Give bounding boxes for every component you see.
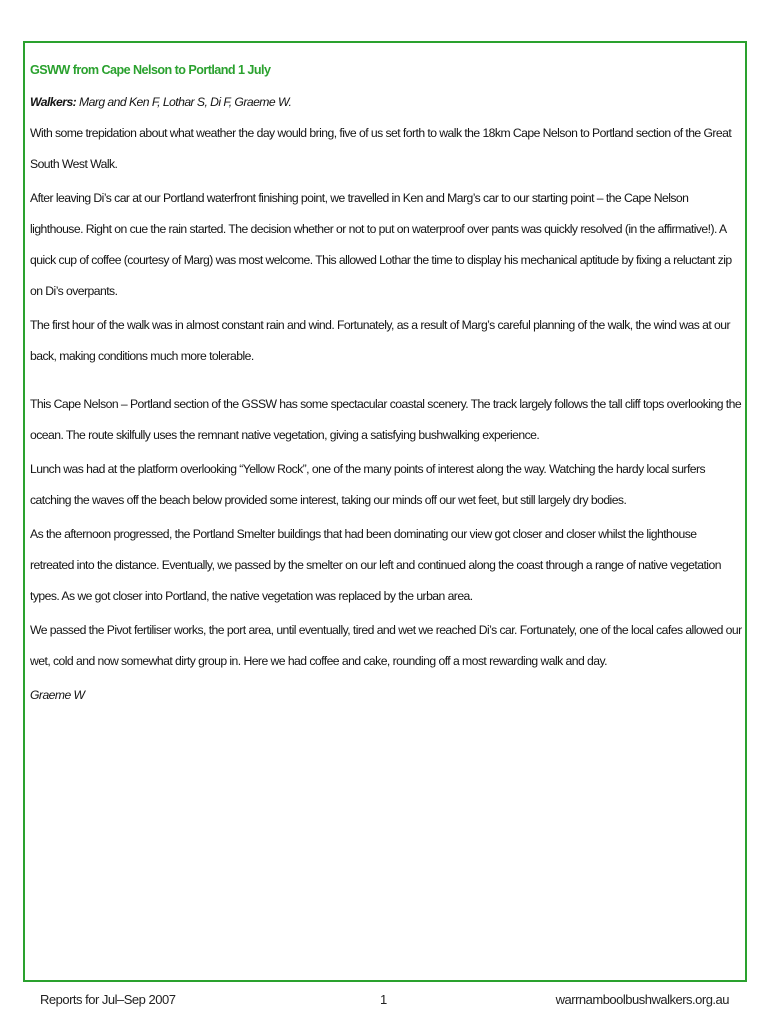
paragraph-2: After leaving Di’s car at our Portland waterfront finishing point, we travelled in Ken and Marg’s car to our starting point – the Cape Nelson lighthouse. Right on cue the rain started. The decision whether or not to put on waterproof over pants was quickly resolved (in the affirmative!). A quick cup of coffee (courtesy of Marg) was most welcome. This allowed Lothar the time to display his mechanical aptitude by fixing a reluctant zip on Di’s overpants. [30,191,732,298]
walkers-line [30,89,742,115]
footer-website: warrnamboolbushwalkers.org.au [555,992,729,1007]
page-number: 1 [380,992,387,1007]
footer-report-period: Reports for Jul–Sep 2007 [40,992,176,1007]
report-title: GSWW from Cape Nelson to Portland 1 July [30,63,271,77]
paragraph-6: As the afternoon progressed, the Portland Smelter buildings that had been dominating our view got closer and closer whilst the lighthouse retreated into the distance. Eventually, we passed by the smelter on our left and continued along the coast through a range of native vegetation types. As we got closer into Portland, the native vegetation was replaced by the urban area. [30,527,721,603]
paragraph-3: The first hour of the walk was in almost constant rain and wind. Fortunately, as a result of Marg’s careful planning of the walk, the wind was at our back, making conditions much more tolerable. [30,318,731,363]
author-signature: Graeme W [30,688,85,702]
walkers-label: Walkers: [30,95,77,109]
report-frame [23,41,747,982]
paragraph-5: Lunch was had at the platform overlooking “Yellow Rock”, one of the many points of interest along the way. Watching the hardy local surfers catching the waves off the beach below provided some interest, taking our minds off our wet feet, but still largely dry bodies. [30,462,706,507]
walkers-names: Marg and Ken F, Lothar S, Di F, Graeme W. [76,95,292,109]
page-footer [0,988,770,1016]
paragraph-4: This Cape Nelson – Portland section of the GSSW has some spectacular coastal scenery. The track largely follows the tall cliff tops overlooking the ocean. The route skilfully uses the remnant native vegetation, giving a satisfying bushwalking experience. [30,397,742,442]
report-body [30,57,742,710]
paragraph-7: We passed the Pivot fertiliser works, the port area, until eventually, tired and wet we reached Di’s car. Fortunately, one of the local cafes allowed our wet, cold and now somewhat dirty group in. Here we had coffee and cake, rounding off a most rewarding walk and day. [30,623,742,668]
paragraph-1: With some trepidation about what weather the day would bring, five of us set forth to walk the 18km Cape Nelson to Portland section of the Great South West Walk. [30,126,732,171]
